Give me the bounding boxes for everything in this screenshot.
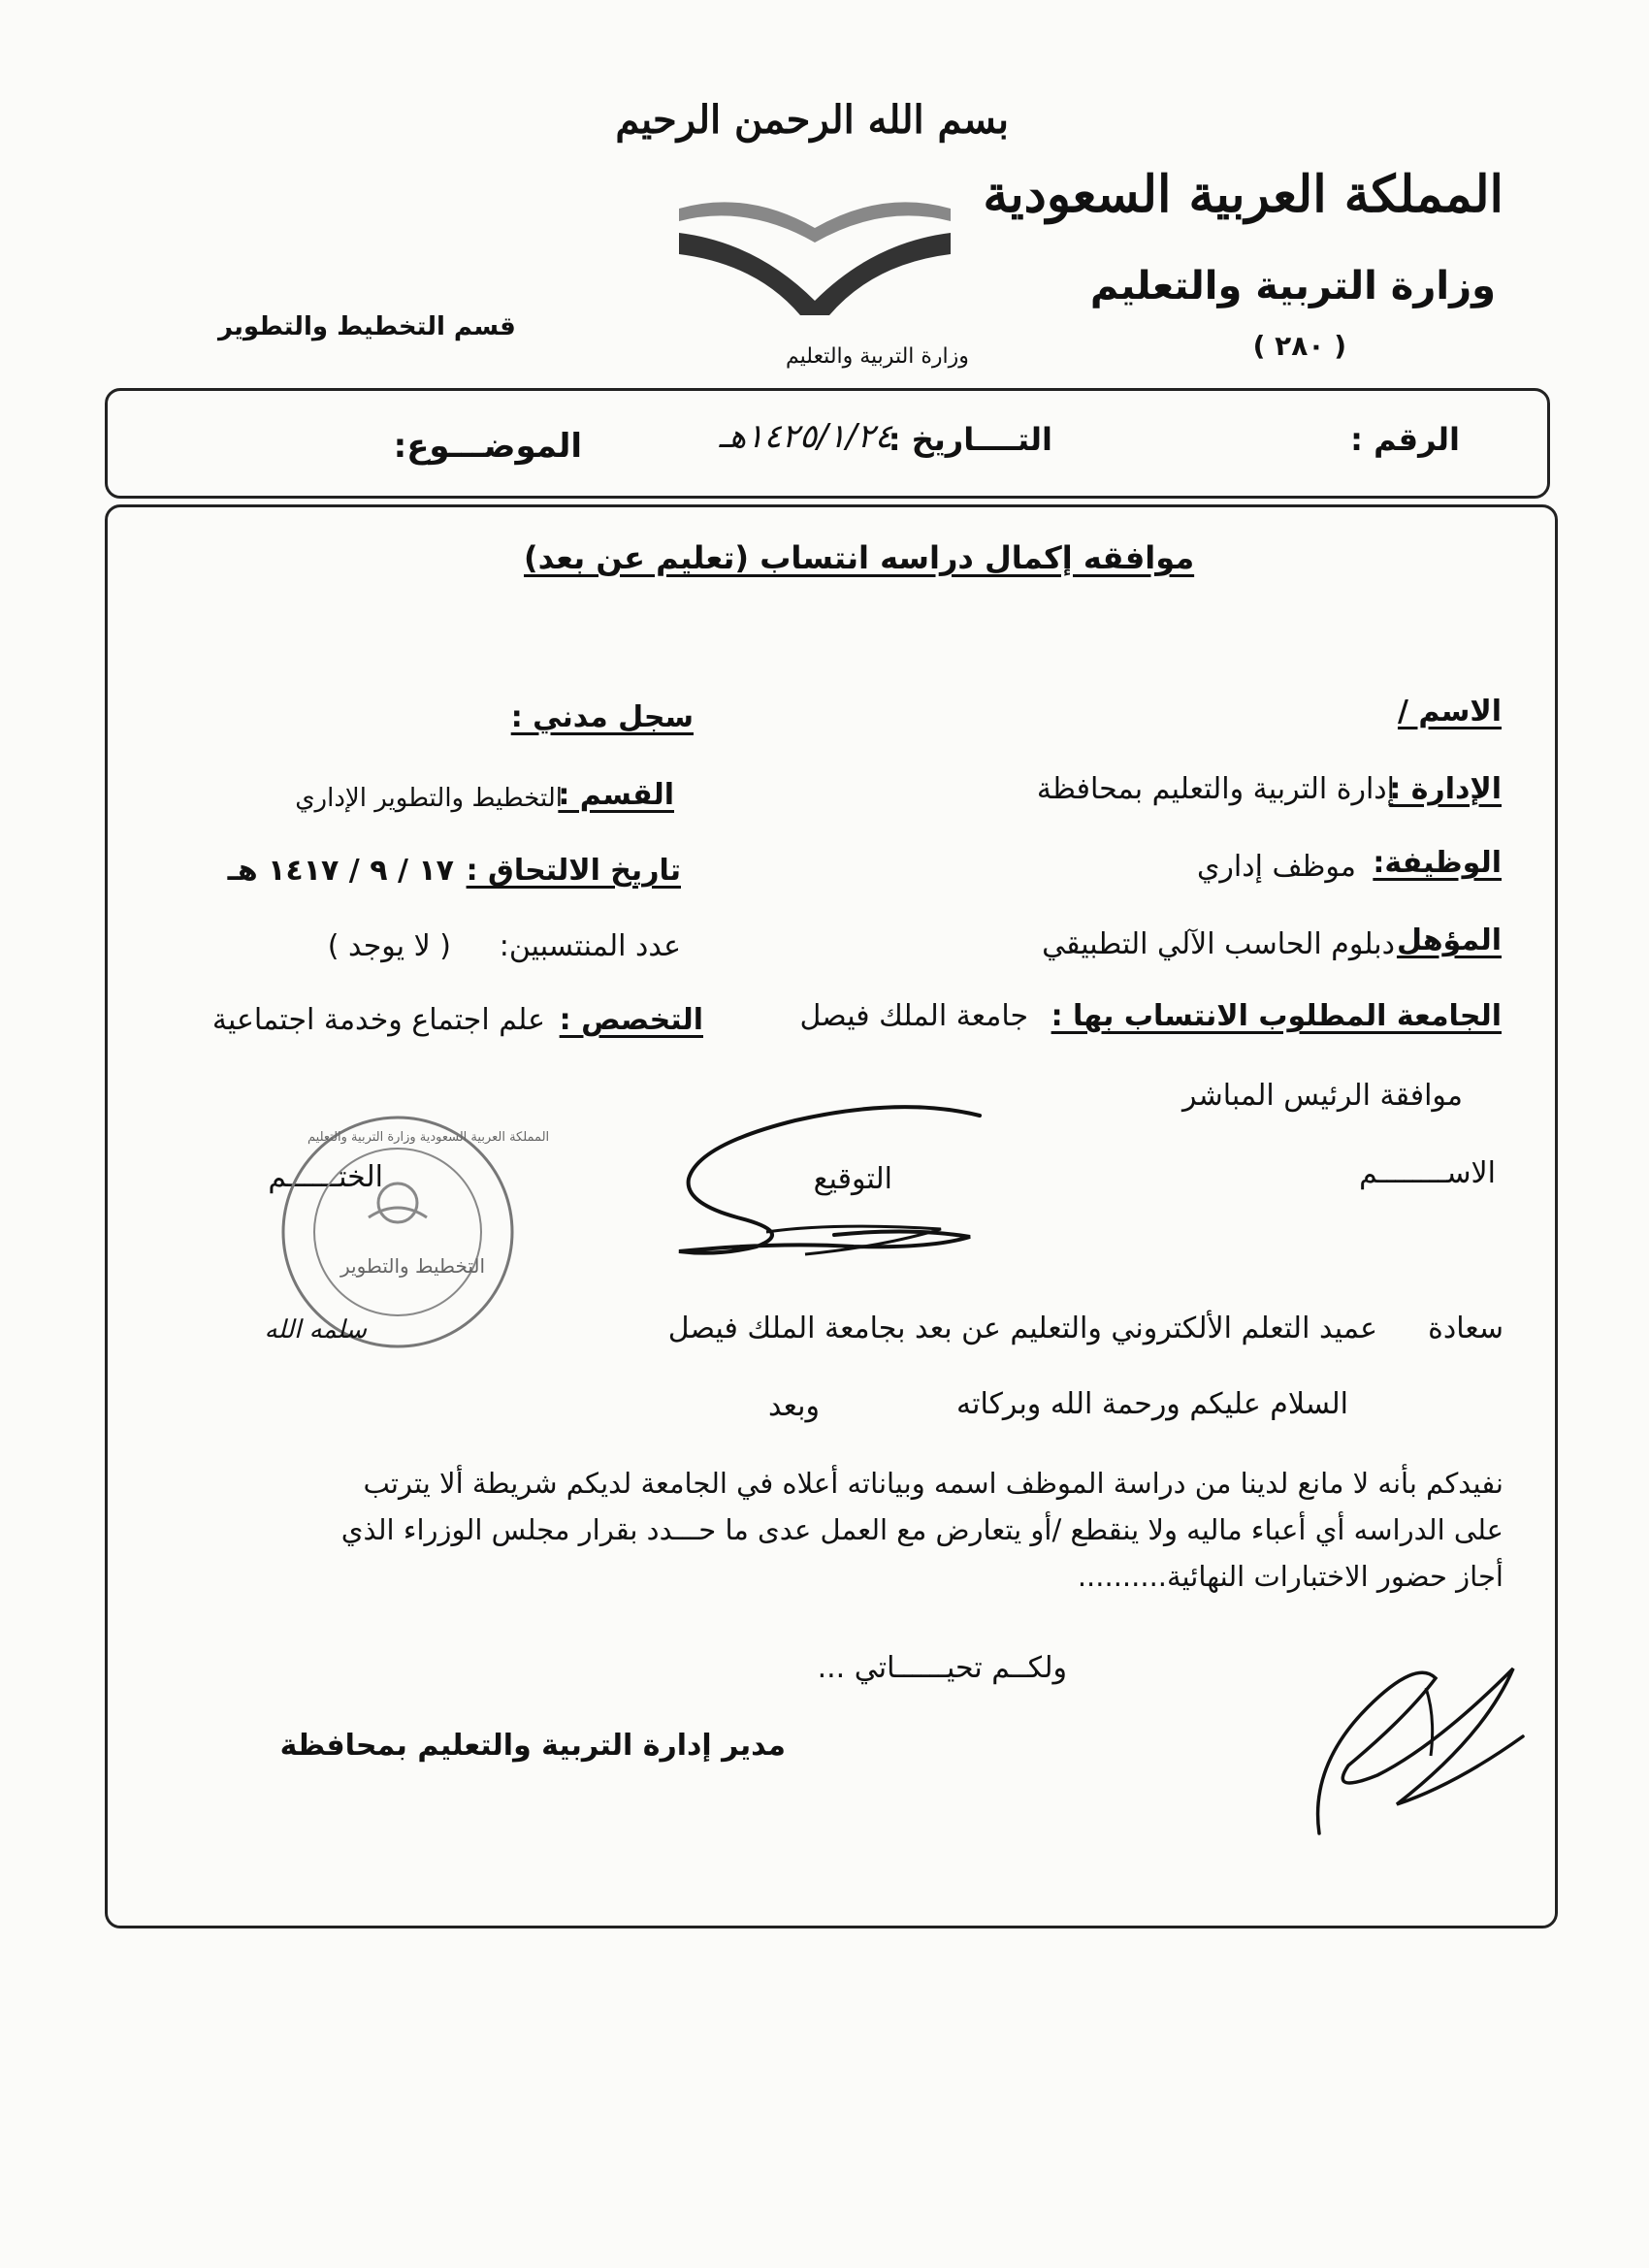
job-value: موظف إداري — [1196, 850, 1356, 884]
qualification-value: دبلوم الحاسب الآلي التطبيقي — [1042, 927, 1395, 961]
supervisor-signature — [660, 1101, 999, 1266]
closing: ولكــم تحيــــــاتي ... — [817, 1651, 1067, 1685]
major-value: علم اجتماع وخدمة اجتماعية — [211, 1003, 545, 1037]
honorific: سلمه الله — [264, 1315, 367, 1345]
document-title: موافقه إكمال دراسه انتساب (تعليم عن بعد) — [524, 539, 1195, 576]
approval-name-label: الاســــــــم — [1359, 1156, 1496, 1190]
stamp-outer-text: المملكة العربية السعودية وزارة التربية والتعليم — [307, 1130, 550, 1145]
body-line-3: أجاز حضور الاختبارات النهائية.......... — [1077, 1560, 1504, 1593]
approval-heading: موافقة الرئيس المباشر — [1182, 1079, 1463, 1113]
approval-signature-label: التوقيع — [813, 1162, 892, 1196]
logo-caption: وزارة التربية والتعليم — [786, 344, 969, 369]
subject-label: الموضـــوع: — [393, 427, 582, 466]
qualification-label: المؤهل — [1396, 923, 1502, 957]
salam: السلام عليكم ورحمة الله وبركاته — [956, 1387, 1348, 1421]
ministry-name: وزارة التربية والتعليم — [1089, 264, 1496, 308]
basmala: بسم الله الرحمن الرحيم — [615, 97, 1009, 143]
section-label: القسم : — [558, 778, 674, 812]
date-label: التــــاريخ : — [888, 421, 1052, 458]
body-line-2: على الدراسه أي أعباء ماليه ولا ينقطع /أو يتعارض مع العمل عدى ما حـــدد بقرار مجلس الوزراء الذي — [340, 1513, 1504, 1546]
ministry-logo — [669, 184, 960, 330]
greeting: سعادة — [1428, 1312, 1504, 1345]
body-line-1: نفيدكم بأنه لا مانع لدينا من دراسة الموظف اسمه وبياناته أعلاه في الجامعة لديكم شريطة ألا يترتب — [363, 1467, 1504, 1500]
kingdom-name: المملكة العربية السعودية — [983, 165, 1504, 224]
affiliates-label: عدد المنتسبين: — [499, 929, 681, 963]
stamp-inner-text: التخطيط والتطوير — [340, 1254, 486, 1278]
number-label: الرقم : — [1350, 421, 1460, 458]
department-name: قسم التخطيط والتطوير — [218, 312, 516, 341]
admin-value: إدارة التربية والتعليم بمحافظة — [1036, 772, 1395, 806]
date-value: ١٤٢٥/١/٢٤هـ — [719, 417, 892, 456]
approval-stamp-label: الختــــــم — [268, 1160, 383, 1194]
signatory: مدير إدارة التربية والتعليم بمحافظة — [279, 1729, 786, 1763]
job-label: الوظيفة: — [1373, 846, 1502, 880]
join-date-label: تاريخ الالتحاق : — [466, 854, 681, 888]
join-date-value: ١٧ / ٩ / ١٤١٧ هـ — [227, 854, 454, 888]
civil-record-label: سجل مدني : — [510, 700, 694, 734]
section-value: التخطيط والتطوير الإداري — [295, 784, 563, 813]
university-value: جامعة الملك فيصل — [799, 999, 1028, 1033]
university-label: الجامعة المطلوب الانتساب بها : — [1051, 999, 1502, 1033]
admin-label: الإدارة : — [1389, 772, 1502, 806]
ministry-code: ( ٢٨٠ ) — [1252, 330, 1346, 362]
wabad: وبعد — [767, 1389, 820, 1423]
affiliates-value: ( لا يوجد ) — [327, 929, 451, 963]
addressee: عميد التعلم الألكتروني والتعليم عن بعد بجامعة الملك فيصل — [667, 1312, 1377, 1345]
name-label: الاسم / — [1397, 695, 1502, 729]
major-label: التخصص : — [559, 1003, 703, 1037]
director-signature — [1290, 1649, 1552, 1843]
